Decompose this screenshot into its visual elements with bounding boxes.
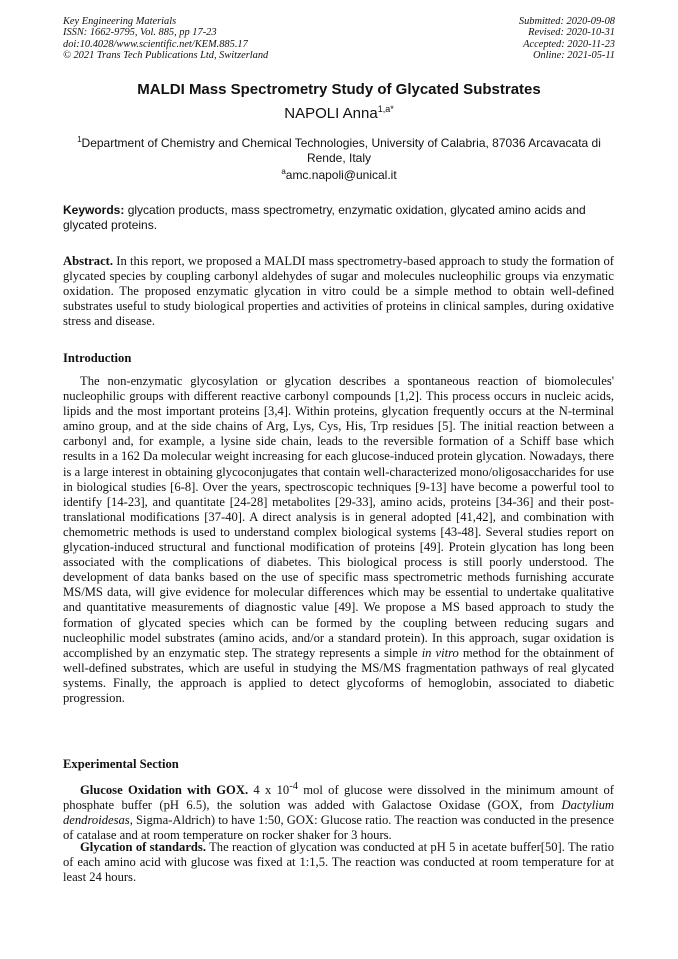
journal-name: Key Engineering Materials: [63, 16, 177, 27]
keywords-paragraph: [63, 203, 614, 233]
experimental-heading: Experimental Section: [63, 757, 179, 771]
introduction-heading: Introduction: [63, 351, 132, 365]
author-name: NAPOLI Anna: [284, 105, 378, 122]
revised-date: Revised: 2020-10-31: [528, 27, 615, 39]
glucose-oxidation-text-a: 4 x 10: [248, 783, 290, 798]
paper-title: MALDI Mass Spectrometry Study of Glycated Substrates: [137, 81, 541, 98]
glucose-oxidation-text-c: , Sigma-Aldrich) to have 1:50, GOX: Glucose ratio. The reaction was conducted in the presence of catalase and at room temperature on rocker shaker for 3 hours.: [63, 813, 614, 843]
doi-link[interactable]: doi:10.4028/www.scientific.net/KEM.885.17: [63, 38, 248, 50]
introduction-text-end: method for the obtainment of well-defined substrates, which are useful in studying the MS/MS fragmentation pathways of real glycated systems. Finally, the approach is applied to detect glycoforms of hemoglobin, associated to diabetic progression.: [63, 645, 615, 705]
affiliation: [70, 132, 608, 166]
abstract-paragraph: [63, 254, 614, 329]
abstract-text: In this report, we proposed a MALDI mass spectrometry-based approach to study the formation of glycated species by coupling carbonyl aldehydes of sugar and molecules nucleophilic groups via enzymatic oxidation. The proposed enzymatic glycation in vitro could be a simple method to obtain well-defined substrates useful to study biological properties and activities of proteins in clinical samples, during oxidative stress and disease.: [63, 254, 614, 329]
glycation-standards-paragraph: [63, 840, 614, 885]
glycation-standards-label: Glycation of standards.: [80, 840, 206, 854]
accepted-date: Accepted: 2020-11-23: [523, 38, 615, 50]
author-superscript: 1,a*: [377, 104, 394, 114]
introduction-text: The non-enzymatic glycosylation or glycation describes a spontaneous reaction of biomolecules' nucleophilic groups with different reactive carbonyl compounds [1,2]. This process occurs in nucleic acids, lipids and the most important proteins [3,4]. Within proteins, glycation frequently occurs at the N-terminal amino group, and at the side chains of Arg, Lys, Cys, His, Trp residues [5]. The initial reaction between a carbonyl and, for example, a lysine side chain, leads to the reversible formation of a Schiff base which results in a 162 Da molecular weight increasing for each glucose-induced protein glycation. Nowadays, there is a large interest in obtaining glycoconjugates that contain well-characterized mono/oligosaccharides for use in biological studies [6-8]. Over the years, spectroscopic techniques [9-13] have become a powerful tool to identify [14-23], and quantitate [24-28] metabolites [29-33], amino acids, proteins [34-36] and their post-translational modifications [37-40]. A direct analysis is in general adopted [41,42], and combination with chemometric methods is used to understand complex biological systems [43-48]. Several studies report on glycation-induced structural and functional modification of proteins [49]. Protein glycation has long been associated with the complications of diabetes. This biological process is still poorly understood. The development of data banks based on the use of specific mass spectrometric methods furnishing accurate MS/MS data, will give evidence for molecular differences which may be essential to undertake qualitative and quantitative measurements of diagnostic value [49]. We propose a MS based approach to study the formation of glycated species which can be formed by the coupling between reducing sugars and nucleophilic model substrates (amino acids, and/or a standard protein). In this approach, sugar oxidation is accomplished by an enzymatic step. The strategy represents a simple: [63, 374, 614, 660]
glucose-oxidation-label: Glucose Oxidation with GOX.: [80, 783, 249, 798]
abstract-label: Abstract.: [63, 254, 114, 268]
online-date: Online: 2021-05-11: [532, 50, 615, 62]
email-address[interactable]: amc.napoli@unical.it: [285, 168, 397, 182]
author-line: [40, 104, 638, 122]
introduction-paragraph: [63, 374, 614, 706]
email-superscript: a: [281, 167, 286, 176]
keywords-text: glycation products, mass spectrometry, enzymatic oxidation, glycated amino acids and glycated proteins.: [63, 203, 586, 232]
email-line: [70, 167, 608, 182]
introduction-italic: in vitro: [421, 645, 459, 660]
affiliation-text: Department of Chemistry and Chemical Technologies, University of Calabria, 87036 Arcavacata di Rende, Italy: [81, 136, 601, 165]
issn-line: ISSN: 1662-9795, Vol. 885, pp 17-23: [63, 27, 217, 39]
journal-header-left: [63, 16, 268, 62]
keywords-label: Keywords:: [63, 203, 125, 217]
organism-name: Dactylium dendroidesas: [63, 798, 614, 828]
glucose-oxidation-text-b: mol of glucose were dissolved in the minimum amount of phosphate buffer (pH 6.5), the solution was added with Galactose Oxidase (GOX, from: [63, 783, 614, 813]
affiliation-superscript: 1: [77, 135, 82, 144]
submitted-date: Submitted: 2020-09-08: [518, 16, 615, 27]
glycation-standards-text: The reaction of glycation was conducted at pH 5 in acetate buffer[50]. The ratio of each amino acid with glucose was fixed at 1:1,5. The reaction was conducted at room temperature for at least 24 hours.: [63, 840, 615, 885]
exponent: -4: [289, 781, 298, 792]
journal-header-right: [519, 16, 615, 62]
glucose-oxidation-paragraph: [63, 779, 614, 844]
copyright-line: © 2021 Trans Tech Publications Ltd, Switzerland: [63, 50, 269, 62]
